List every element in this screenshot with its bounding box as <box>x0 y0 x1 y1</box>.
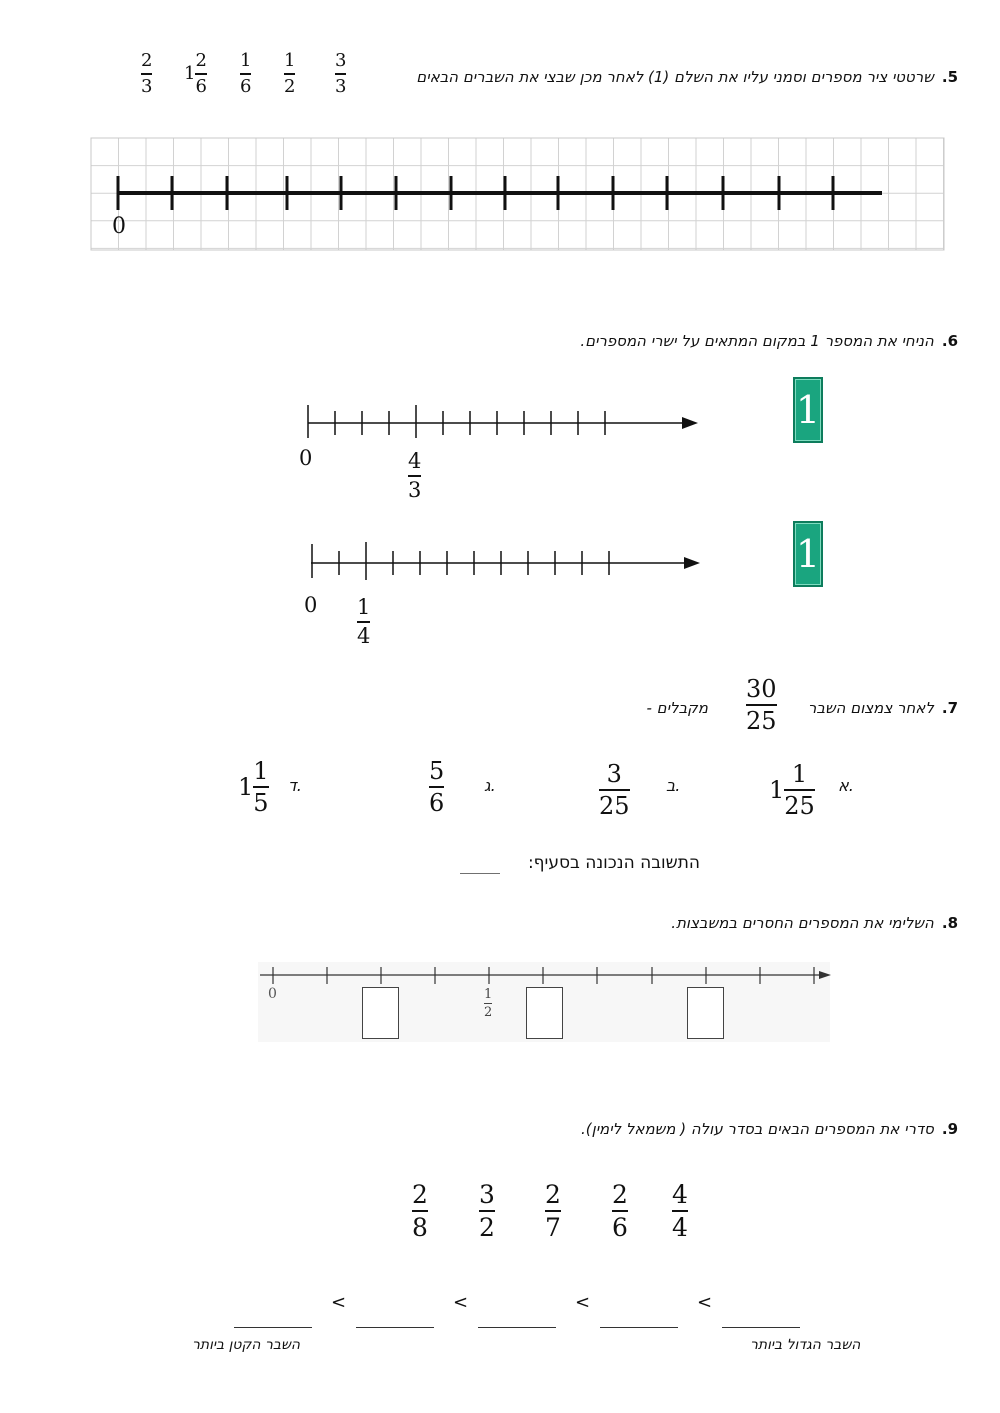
q7-option-d-letter: ד. <box>288 776 302 795</box>
q7-option-c[interactable]: 5 6 <box>429 757 445 817</box>
q7-answer-blank[interactable]: _____ <box>460 855 500 874</box>
q5-fraction-1-6: 1 6 <box>240 50 252 97</box>
q9-fraction-3-2: 3 2 <box>479 1180 495 1242</box>
q8-answer-box-2[interactable] <box>526 987 563 1039</box>
q9-fraction-2-7: 2 7 <box>545 1180 561 1242</box>
q6-draggable-tile-2[interactable]: 1 <box>793 521 823 587</box>
q9-blank-2[interactable] <box>356 1327 434 1328</box>
q9-blank-4[interactable] <box>600 1327 678 1328</box>
q8-answer-box-3[interactable] <box>687 987 724 1039</box>
q7-option-a[interactable]: 1 $\frac{1}{25}$ <box>769 760 815 820</box>
question-7-after: מקבלים - <box>646 699 708 717</box>
q6-line2-zero: 0 <box>304 593 318 617</box>
q7-option-b[interactable]: 3 25 <box>599 760 630 820</box>
question-8-number: 8. <box>941 914 958 932</box>
q9-blank-1[interactable] <box>234 1327 312 1328</box>
question-9-instruction: סדרי את המספרים הבאים בסדר עולה ( משמאל לימין). <box>581 1120 934 1138</box>
q9-smallest-caption: השבר הקטן ביותר <box>192 1337 301 1353</box>
q7-answer-prompt: התשובה הנכונה בסעיף: <box>527 853 700 873</box>
q9-fraction-4-4: 4 4 <box>672 1180 688 1242</box>
question-7-number: 7. <box>941 699 958 717</box>
q7-option-a-letter: א. <box>838 776 854 795</box>
q6-line1-fraction: 4 3 <box>408 449 422 502</box>
question-9-text <box>581 1120 958 1138</box>
q9-less-than-4: < <box>697 1292 713 1313</box>
q7-option-d[interactable]: 1 $\frac{1}{5}$ <box>238 757 269 817</box>
q7-main-fraction: 30 25 <box>746 675 777 735</box>
q6-line2-fraction: 1 4 <box>357 595 371 648</box>
q9-largest-caption: השבר הגדול ביותר <box>750 1337 861 1353</box>
q7-option-b-letter: ב. <box>666 776 681 795</box>
q9-less-than-1: < <box>331 1292 347 1313</box>
q9-fraction-2-6: 2 6 <box>612 1180 628 1242</box>
question-6-number: 6. <box>941 332 958 350</box>
q5-fraction-1-2: 1 2 <box>284 50 296 97</box>
q9-less-than-3: < <box>575 1292 591 1313</box>
q9-blank-3[interactable] <box>478 1327 556 1328</box>
q8-zero-label: 0 <box>268 986 277 1002</box>
q5-fraction-2-3: 2 3 <box>141 50 153 97</box>
q5-fraction-3-3: 3 3 <box>335 50 347 97</box>
q6-draggable-tile-1[interactable]: 1 <box>793 377 823 443</box>
q9-less-than-2: < <box>453 1292 469 1313</box>
question-6-instruction: הניחי את המספר 1 במקום המתאים על ישרי המספרים. <box>580 332 934 350</box>
q8-half-label: 1 2 <box>484 987 493 1020</box>
q6-line1-zero: 0 <box>299 446 313 470</box>
question-5-instruction: שרטטי ציר מספרים וסמני עליו את השלם (1) לאחר מכן שבצי את השברים הבאים <box>416 68 934 86</box>
q5-zero-label: 0 <box>112 214 126 239</box>
question-8-instruction: השלימי את המספרים החסרים במשבצות. <box>671 914 934 932</box>
question-7-before: לאחר צמצום השבר <box>807 699 934 717</box>
q9-fraction-2-8: 2 8 <box>412 1180 428 1242</box>
q5-fraction-1-2-6: 1 $\frac{2}{6}$ <box>184 50 207 97</box>
q8-answer-box-1[interactable] <box>362 987 399 1039</box>
question-9-number: 9. <box>941 1120 958 1138</box>
q9-blank-5[interactable] <box>722 1327 800 1328</box>
q7-option-c-letter: ג. <box>484 776 496 795</box>
question-5-number: 5. <box>941 68 958 86</box>
